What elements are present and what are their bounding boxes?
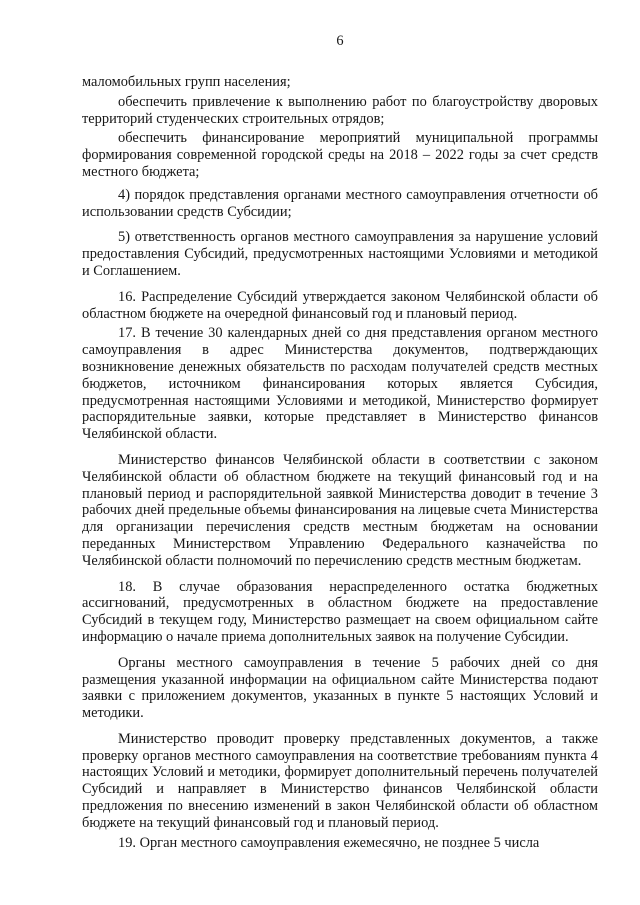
page-number: 6 <box>336 33 344 49</box>
paragraph: 19. Орган местного самоуправления ежемесячно, не позднее 5 числа <box>118 834 540 851</box>
paragraph: 4) порядок представления органами местного самоуправления отчетности об использовании средств Субсидии; <box>82 186 598 220</box>
document-body <box>82 74 598 851</box>
paragraph: Министерство финансов Челябинской области в соответствии с законом Челябинской области об областном бюджете на текущий финансовый год и на плановый период и распорядительной заявкой Министерства доводит в течение 3 рабочих дней предельные объемы финансирования на лицевые счета Министерства для организации перечисления средств местным бюджетам на основании переданных Министерством Управлению Федерального казначейства по Челябинской области полномочий по перечислению средств местным бюджетам. <box>82 451 598 569</box>
paragraph: 16. Распределение Субсидий утверждается законом Челябинской области об областном бюджете на очередной финансовый год и плановый период. <box>82 288 598 322</box>
paragraph: 5) ответственность органов местного самоуправления за нарушение условий предоставления Субсидий, предусмотренных настоящими Условиями и методикой и Соглашением. <box>82 229 598 279</box>
paragraph: Органы местного самоуправления в течение 5 рабочих дней со дня размещения указанной информации на официальном сайте Министерства подают заявки с приложением документов, указанных в пункте 5 настоящих Условий и методики. <box>82 654 598 722</box>
paragraph: 18. В случае образования нераспределенного остатка бюджетных ассигнований, предусмотренных в областном бюджете на предоставление Субсидий в текущем году, Министерство размещает на своем официальном сайте информацию о начале приема дополнительных заявок на получение Субсидии. <box>82 578 598 645</box>
paragraph: обеспечить финансирование мероприятий муниципальной программы формирования современной городской среды на 2018 – 2022 годы за счет средств местного бюджета; <box>82 130 598 180</box>
paragraph: 17. В течение 30 календарных дней со дня представления органом местного самоуправления в адрес Министерства документов, подтверждающих возникновение денежных обязательств по расходам получателей средств местных бюджетов, источником финансирования которых является Субсидия, предусмотренная настоящими Условиями и методикой, Министерство формирует распорядительные заявки, которые представляет в Министерство финансов Челябинской области. <box>82 325 598 443</box>
paragraph: обеспечить привлечение к выполнению работ по благоустройству дворовых территорий студенческих строительных отрядов; <box>82 93 598 127</box>
paragraph: маломобильных групп населения; <box>82 74 291 90</box>
paragraph: Министерство проводит проверку представленных документов, а также проверку органов местного самоуправления на соответствие требованиям пункта 4 настоящих Условий и методики, формирует дополнительный перечень получателей Субсидий и направляет в Министерство финансов Челябинской области предложения по внесению изменений в закон Челябинской области об областном бюджете на текущий финансовый год и плановый период. <box>82 730 598 831</box>
